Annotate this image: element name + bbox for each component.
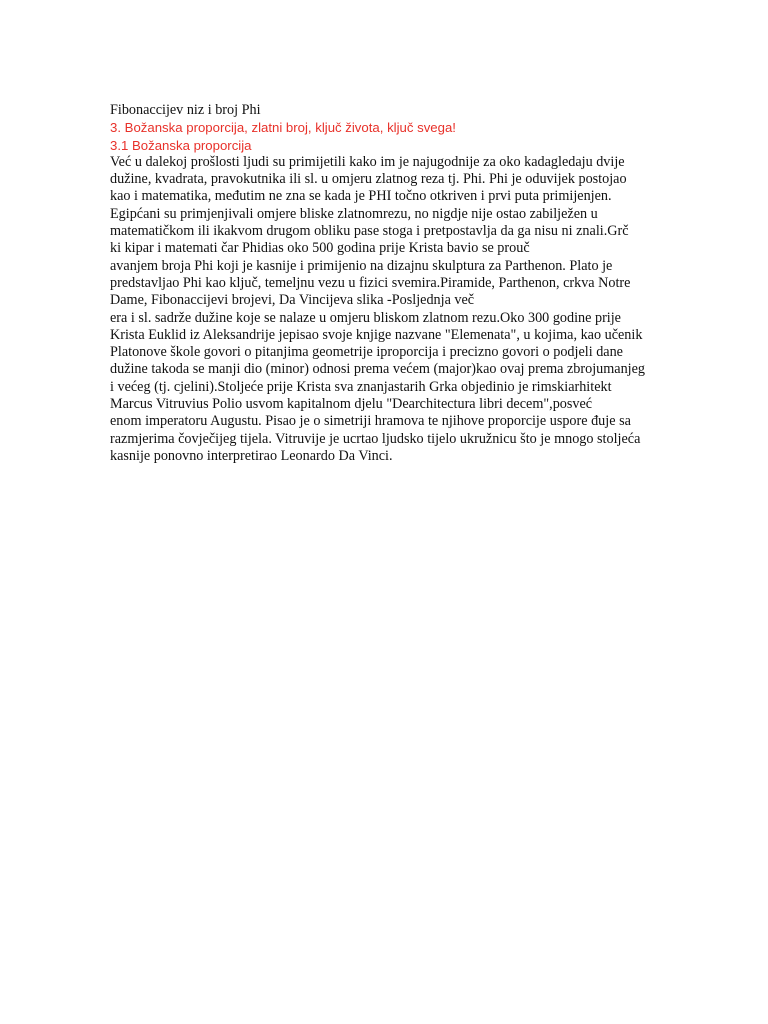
body-line: kasnije ponovno interpretirao Leonardo Da Vinci. xyxy=(110,447,393,464)
body-line: matematičkom ili ikakvom drugom obliku pase stoga i pretpostavlja da ga nisu ni znali.Grč xyxy=(110,223,629,240)
body-line: Platonove škole govori o pitanjima geometrije iproporcija i precizno govori o podjeli dane xyxy=(110,344,623,361)
body-line: dužine, kvadrata, pravokutnika ili sl. u omjeru zlatnog reza tj. Phi. Phi je oduvijek postojao xyxy=(110,171,627,188)
body-line: Dame, Fibonaccijevi brojevi, Da Vincijeva slika -Posljednja več xyxy=(110,292,475,309)
body-line: Marcus Vitruvius Polio usvom kapitalnom djelu "Dearchitectura libri decem",posveć xyxy=(110,396,593,413)
body-line: ki kipar i matemati čar Phidias oko 500 godina prije Krista bavio se prouč xyxy=(110,240,530,257)
subsection-heading: 3.1 Božanska proporcija xyxy=(110,137,252,153)
body-line: predstavljao Phi kao ključ, temeljnu vezu u fizici svemira.Piramide, Parthenon, crkva Notre xyxy=(110,274,631,291)
body-line: dužine takoda se manji dio (minor) odnosi prema većem (major)kao ovaj prema zbrojumanjeg xyxy=(110,361,646,378)
body-line: kao i matematika, međutim ne zna se kada je PHI točno otkriven i prvi puta primijenjen. xyxy=(110,188,612,205)
body-line: Egipćani su primjenjivali omjere bliske zlatnomrezu, no nigdje nije ostao zabilježen u xyxy=(110,205,598,222)
section-heading: 3. Božanska proporcija, zlatni broj, ključ života, ključ svega! xyxy=(110,120,456,136)
document-title: Fibonaccijev niz i broj Phi xyxy=(110,102,261,118)
body-line: enom imperatoru Augustu. Pisao je o simetriji hramova te njihove proporcije uspore đuje sa xyxy=(110,413,631,430)
body-line: era i sl. sadrže dužine koje se nalaze u omjeru bliskom zlatnom rezu.Oko 300 godine prije xyxy=(110,309,621,326)
document-content xyxy=(110,102,710,465)
body-line: i većeg (tj. cjelini).Stoljeće prije Krista sva znanjastarih Grka objedinio je rimskiarhitekt xyxy=(110,378,612,395)
body-line: Već u dalekoj prošlosti ljudi su primijetili kako im je najugodnije za oko kadagledaju dvije xyxy=(110,153,625,170)
body-line: razmjerima čovječijeg tijela. Vitruvije je ucrtao ljudsko tijelo ukružnicu što je mnogo stoljeća xyxy=(110,430,641,447)
body-line: avanjem broja Phi koji je kasnije i primijenio na dizajnu skulptura za Parthenon. Plato je xyxy=(110,257,613,274)
body-line: Krista Euklid iz Aleksandrije jepisao svoje knjige nazvane "Elemenata", u kojima, kao učenik xyxy=(110,326,643,343)
